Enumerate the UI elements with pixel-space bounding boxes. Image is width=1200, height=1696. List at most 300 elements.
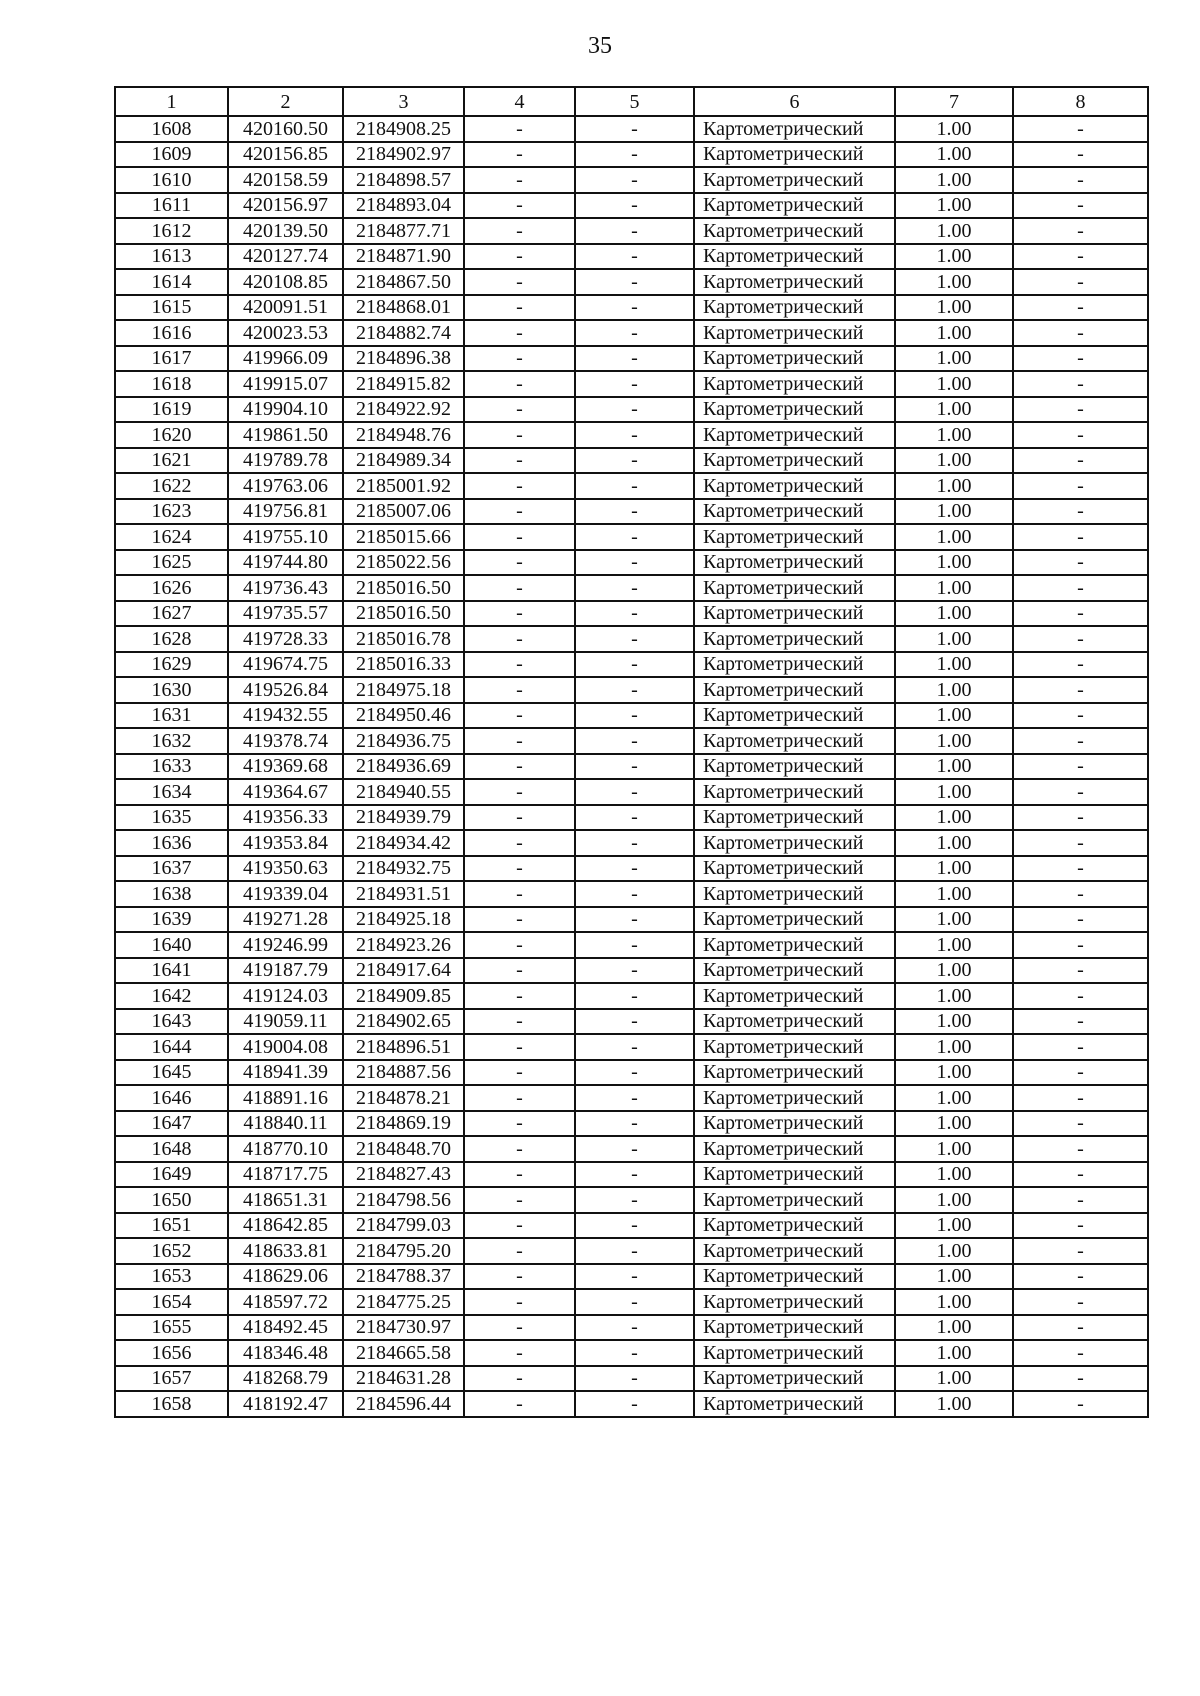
column-4-cell: -	[464, 193, 575, 219]
column-5-cell: -	[575, 1060, 694, 1086]
column-8-cell: -	[1013, 779, 1148, 805]
column-8-cell: -	[1013, 1162, 1148, 1188]
column-5-cell: -	[575, 754, 694, 780]
point-number-cell: 1629	[115, 652, 228, 678]
column-5-cell: -	[575, 703, 694, 729]
column-8-cell: -	[1013, 499, 1148, 525]
table-row	[115, 448, 1148, 474]
x-coordinate-cell: 419350.63	[228, 856, 343, 882]
column-4-cell: -	[464, 371, 575, 397]
table-row	[115, 1213, 1148, 1239]
table-row	[115, 856, 1148, 882]
method-cell: Картометрический	[694, 320, 895, 346]
method-cell: Картометрический	[694, 932, 895, 958]
column-4-cell: -	[464, 116, 575, 142]
column-8-cell: -	[1013, 1391, 1148, 1417]
x-coordinate-cell: 418633.81	[228, 1238, 343, 1264]
y-coordinate-cell: 2185007.06	[343, 499, 464, 525]
y-coordinate-cell: 2184989.34	[343, 448, 464, 474]
x-coordinate-cell: 418941.39	[228, 1060, 343, 1086]
column-8-cell: -	[1013, 269, 1148, 295]
method-cell: Картометрический	[694, 907, 895, 933]
method-cell: Картометрический	[694, 754, 895, 780]
accuracy-cell: 1.00	[895, 626, 1013, 652]
table-row	[115, 805, 1148, 831]
x-coordinate-cell: 420023.53	[228, 320, 343, 346]
column-8-cell: -	[1013, 983, 1148, 1009]
table-row	[115, 779, 1148, 805]
table-row	[115, 830, 1148, 856]
table-row	[115, 907, 1148, 933]
table-row	[115, 983, 1148, 1009]
point-number-cell: 1658	[115, 1391, 228, 1417]
method-cell: Картометрический	[694, 397, 895, 423]
table-row	[115, 371, 1148, 397]
x-coordinate-cell: 419369.68	[228, 754, 343, 780]
x-coordinate-cell: 419755.10	[228, 524, 343, 550]
column-8-cell: -	[1013, 1085, 1148, 1111]
x-coordinate-cell: 419674.75	[228, 652, 343, 678]
accuracy-cell: 1.00	[895, 575, 1013, 601]
column-8-cell: -	[1013, 728, 1148, 754]
x-coordinate-cell: 419271.28	[228, 907, 343, 933]
table-row	[115, 1366, 1148, 1392]
column-8-cell: -	[1013, 881, 1148, 907]
column-5-cell: -	[575, 269, 694, 295]
column-8-cell: -	[1013, 907, 1148, 933]
column-5-cell: -	[575, 1162, 694, 1188]
table-row	[115, 1315, 1148, 1341]
method-cell: Картометрический	[694, 830, 895, 856]
point-number-cell: 1612	[115, 218, 228, 244]
x-coordinate-cell: 419124.03	[228, 983, 343, 1009]
column-5-cell: -	[575, 626, 694, 652]
method-cell: Картометрический	[694, 601, 895, 627]
y-coordinate-cell: 2184869.19	[343, 1111, 464, 1137]
y-coordinate-cell: 2184596.44	[343, 1391, 464, 1417]
accuracy-cell: 1.00	[895, 805, 1013, 831]
y-coordinate-cell: 2184925.18	[343, 907, 464, 933]
method-cell: Картометрический	[694, 448, 895, 474]
accuracy-cell: 1.00	[895, 1315, 1013, 1341]
method-cell: Картометрический	[694, 728, 895, 754]
column-4-cell: -	[464, 167, 575, 193]
y-coordinate-cell: 2184934.42	[343, 830, 464, 856]
column-8-cell: -	[1013, 218, 1148, 244]
x-coordinate-cell: 419728.33	[228, 626, 343, 652]
coordinates-table	[114, 86, 1149, 1418]
column-8-cell: -	[1013, 1060, 1148, 1086]
column-5-cell: -	[575, 524, 694, 550]
method-cell: Картометрический	[694, 983, 895, 1009]
column-5-cell: -	[575, 1111, 694, 1137]
point-number-cell: 1624	[115, 524, 228, 550]
column-4-cell: -	[464, 805, 575, 831]
column-5-cell: -	[575, 499, 694, 525]
x-coordinate-cell: 419059.11	[228, 1009, 343, 1035]
accuracy-cell: 1.00	[895, 677, 1013, 703]
table-row	[115, 626, 1148, 652]
y-coordinate-cell: 2184665.58	[343, 1340, 464, 1366]
point-number-cell: 1630	[115, 677, 228, 703]
column-4-cell: -	[464, 244, 575, 270]
y-coordinate-cell: 2184923.26	[343, 932, 464, 958]
column-5-cell: -	[575, 1085, 694, 1111]
point-number-cell: 1621	[115, 448, 228, 474]
column-5-cell: -	[575, 1187, 694, 1213]
column-8-cell: -	[1013, 1111, 1148, 1137]
x-coordinate-cell: 419915.07	[228, 371, 343, 397]
table-row	[115, 1060, 1148, 1086]
column-8-cell: -	[1013, 1034, 1148, 1060]
y-coordinate-cell: 2185015.66	[343, 524, 464, 550]
point-number-cell: 1648	[115, 1136, 228, 1162]
x-coordinate-cell: 418346.48	[228, 1340, 343, 1366]
table-row	[115, 346, 1148, 372]
column-8-cell: -	[1013, 932, 1148, 958]
table-row	[115, 1085, 1148, 1111]
column-8-cell: -	[1013, 1366, 1148, 1392]
column-8-cell: -	[1013, 142, 1148, 168]
table-row	[115, 601, 1148, 627]
x-coordinate-cell: 418597.72	[228, 1289, 343, 1315]
point-number-cell: 1646	[115, 1085, 228, 1111]
table-row	[115, 652, 1148, 678]
point-number-cell: 1623	[115, 499, 228, 525]
method-cell: Картометрический	[694, 1391, 895, 1417]
method-cell: Картометрический	[694, 1060, 895, 1086]
method-cell: Картометрический	[694, 1034, 895, 1060]
table-row	[115, 1289, 1148, 1315]
column-8-cell: -	[1013, 473, 1148, 499]
accuracy-cell: 1.00	[895, 244, 1013, 270]
accuracy-cell: 1.00	[895, 422, 1013, 448]
column-8-cell: -	[1013, 601, 1148, 627]
table-row	[115, 728, 1148, 754]
column-4-cell: -	[464, 958, 575, 984]
point-number-cell: 1626	[115, 575, 228, 601]
table-row	[115, 1340, 1148, 1366]
point-number-cell: 1628	[115, 626, 228, 652]
point-number-cell: 1611	[115, 193, 228, 219]
y-coordinate-cell: 2184922.92	[343, 397, 464, 423]
column-header: 7	[895, 87, 1013, 116]
y-coordinate-cell: 2185016.78	[343, 626, 464, 652]
column-4-cell: -	[464, 652, 575, 678]
point-number-cell: 1610	[115, 167, 228, 193]
y-coordinate-cell: 2184730.97	[343, 1315, 464, 1341]
x-coordinate-cell: 419339.04	[228, 881, 343, 907]
accuracy-cell: 1.00	[895, 983, 1013, 1009]
method-cell: Картометрический	[694, 575, 895, 601]
column-5-cell: -	[575, 575, 694, 601]
column-4-cell: -	[464, 218, 575, 244]
column-8-cell: -	[1013, 116, 1148, 142]
point-number-cell: 1642	[115, 983, 228, 1009]
accuracy-cell: 1.00	[895, 448, 1013, 474]
column-4-cell: -	[464, 601, 575, 627]
column-5-cell: -	[575, 193, 694, 219]
column-4-cell: -	[464, 524, 575, 550]
y-coordinate-cell: 2184795.20	[343, 1238, 464, 1264]
column-4-cell: -	[464, 1340, 575, 1366]
accuracy-cell: 1.00	[895, 1366, 1013, 1392]
x-coordinate-cell: 419353.84	[228, 830, 343, 856]
point-number-cell: 1634	[115, 779, 228, 805]
y-coordinate-cell: 2184878.21	[343, 1085, 464, 1111]
accuracy-cell: 1.00	[895, 1085, 1013, 1111]
point-number-cell: 1616	[115, 320, 228, 346]
point-number-cell: 1647	[115, 1111, 228, 1137]
method-cell: Картометрический	[694, 116, 895, 142]
method-cell: Картометрический	[694, 626, 895, 652]
accuracy-cell: 1.00	[895, 907, 1013, 933]
point-number-cell: 1608	[115, 116, 228, 142]
x-coordinate-cell: 419904.10	[228, 397, 343, 423]
column-4-cell: -	[464, 1111, 575, 1137]
column-4-cell: -	[464, 473, 575, 499]
column-8-cell: -	[1013, 677, 1148, 703]
y-coordinate-cell: 2184909.85	[343, 983, 464, 1009]
accuracy-cell: 1.00	[895, 550, 1013, 576]
column-5-cell: -	[575, 1289, 694, 1315]
column-5-cell: -	[575, 422, 694, 448]
column-header: 4	[464, 87, 575, 116]
table-row	[115, 1238, 1148, 1264]
column-5-cell: -	[575, 218, 694, 244]
point-number-cell: 1649	[115, 1162, 228, 1188]
point-number-cell: 1633	[115, 754, 228, 780]
accuracy-cell: 1.00	[895, 1340, 1013, 1366]
table-row	[115, 167, 1148, 193]
method-cell: Картометрический	[694, 346, 895, 372]
accuracy-cell: 1.00	[895, 397, 1013, 423]
accuracy-cell: 1.00	[895, 295, 1013, 321]
y-coordinate-cell: 2184799.03	[343, 1213, 464, 1239]
table-row	[115, 703, 1148, 729]
column-5-cell: -	[575, 116, 694, 142]
column-4-cell: -	[464, 550, 575, 576]
method-cell: Картометрический	[694, 218, 895, 244]
y-coordinate-cell: 2185016.33	[343, 652, 464, 678]
accuracy-cell: 1.00	[895, 601, 1013, 627]
column-5-cell: -	[575, 728, 694, 754]
method-cell: Картометрический	[694, 295, 895, 321]
column-5-cell: -	[575, 856, 694, 882]
column-5-cell: -	[575, 983, 694, 1009]
point-number-cell: 1643	[115, 1009, 228, 1035]
column-4-cell: -	[464, 1238, 575, 1264]
x-coordinate-cell: 418891.16	[228, 1085, 343, 1111]
column-5-cell: -	[575, 1340, 694, 1366]
table-row	[115, 1162, 1148, 1188]
x-coordinate-cell: 419861.50	[228, 422, 343, 448]
column-8-cell: -	[1013, 1009, 1148, 1035]
x-coordinate-cell: 419364.67	[228, 779, 343, 805]
column-4-cell: -	[464, 346, 575, 372]
y-coordinate-cell: 2184902.65	[343, 1009, 464, 1035]
method-cell: Картометрический	[694, 550, 895, 576]
table-row	[115, 881, 1148, 907]
column-8-cell: -	[1013, 422, 1148, 448]
method-cell: Картометрический	[694, 958, 895, 984]
column-8-cell: -	[1013, 1264, 1148, 1290]
method-cell: Картометрический	[694, 881, 895, 907]
y-coordinate-cell: 2184908.25	[343, 116, 464, 142]
column-8-cell: -	[1013, 703, 1148, 729]
table-row	[115, 142, 1148, 168]
accuracy-cell: 1.00	[895, 856, 1013, 882]
column-4-cell: -	[464, 728, 575, 754]
method-cell: Картометрический	[694, 422, 895, 448]
accuracy-cell: 1.00	[895, 116, 1013, 142]
column-4-cell: -	[464, 626, 575, 652]
point-number-cell: 1614	[115, 269, 228, 295]
column-5-cell: -	[575, 371, 694, 397]
column-8-cell: -	[1013, 958, 1148, 984]
column-4-cell: -	[464, 677, 575, 703]
column-5-cell: -	[575, 805, 694, 831]
column-4-cell: -	[464, 1391, 575, 1417]
column-8-cell: -	[1013, 1340, 1148, 1366]
column-8-cell: -	[1013, 550, 1148, 576]
column-4-cell: -	[464, 448, 575, 474]
table-row	[115, 193, 1148, 219]
column-8-cell: -	[1013, 1136, 1148, 1162]
column-8-cell: -	[1013, 1187, 1148, 1213]
column-8-cell: -	[1013, 1315, 1148, 1341]
y-coordinate-cell: 2184896.38	[343, 346, 464, 372]
accuracy-cell: 1.00	[895, 473, 1013, 499]
y-coordinate-cell: 2185022.56	[343, 550, 464, 576]
table-row	[115, 1034, 1148, 1060]
method-cell: Картометрический	[694, 371, 895, 397]
method-cell: Картометрический	[694, 1085, 895, 1111]
x-coordinate-cell: 419789.78	[228, 448, 343, 474]
column-5-cell: -	[575, 142, 694, 168]
y-coordinate-cell: 2184915.82	[343, 371, 464, 397]
column-5-cell: -	[575, 1315, 694, 1341]
method-cell: Картометрический	[694, 1009, 895, 1035]
column-4-cell: -	[464, 1366, 575, 1392]
method-cell: Картометрический	[694, 1111, 895, 1137]
x-coordinate-cell: 419246.99	[228, 932, 343, 958]
table-row	[115, 677, 1148, 703]
column-5-cell: -	[575, 677, 694, 703]
table-row	[115, 1009, 1148, 1035]
accuracy-cell: 1.00	[895, 524, 1013, 550]
column-5-cell: -	[575, 397, 694, 423]
column-4-cell: -	[464, 295, 575, 321]
x-coordinate-cell: 420108.85	[228, 269, 343, 295]
y-coordinate-cell: 2184902.97	[343, 142, 464, 168]
column-5-cell: -	[575, 779, 694, 805]
table-row	[115, 320, 1148, 346]
column-5-cell: -	[575, 652, 694, 678]
accuracy-cell: 1.00	[895, 499, 1013, 525]
accuracy-cell: 1.00	[895, 1009, 1013, 1035]
column-8-cell: -	[1013, 754, 1148, 780]
x-coordinate-cell: 418840.11	[228, 1111, 343, 1137]
column-4-cell: -	[464, 1187, 575, 1213]
point-number-cell: 1639	[115, 907, 228, 933]
y-coordinate-cell: 2184975.18	[343, 677, 464, 703]
y-coordinate-cell: 2184848.70	[343, 1136, 464, 1162]
point-number-cell: 1617	[115, 346, 228, 372]
table-row	[115, 1264, 1148, 1290]
method-cell: Картометрический	[694, 473, 895, 499]
accuracy-cell: 1.00	[895, 218, 1013, 244]
column-4-cell: -	[464, 754, 575, 780]
y-coordinate-cell: 2184936.69	[343, 754, 464, 780]
column-8-cell: -	[1013, 295, 1148, 321]
column-4-cell: -	[464, 422, 575, 448]
y-coordinate-cell: 2184867.50	[343, 269, 464, 295]
point-number-cell: 1609	[115, 142, 228, 168]
x-coordinate-cell: 418717.75	[228, 1162, 343, 1188]
method-cell: Картометрический	[694, 167, 895, 193]
accuracy-cell: 1.00	[895, 193, 1013, 219]
table-row	[115, 269, 1148, 295]
accuracy-cell: 1.00	[895, 1289, 1013, 1315]
table-row	[115, 397, 1148, 423]
column-5-cell: -	[575, 1213, 694, 1239]
column-8-cell: -	[1013, 626, 1148, 652]
method-cell: Картометрический	[694, 142, 895, 168]
accuracy-cell: 1.00	[895, 881, 1013, 907]
table-row	[115, 218, 1148, 244]
column-8-cell: -	[1013, 320, 1148, 346]
x-coordinate-cell: 419735.57	[228, 601, 343, 627]
accuracy-cell: 1.00	[895, 1136, 1013, 1162]
table-row	[115, 116, 1148, 142]
column-8-cell: -	[1013, 397, 1148, 423]
point-number-cell: 1645	[115, 1060, 228, 1086]
accuracy-cell: 1.00	[895, 1111, 1013, 1137]
x-coordinate-cell: 420160.50	[228, 116, 343, 142]
table-row	[115, 754, 1148, 780]
point-number-cell: 1638	[115, 881, 228, 907]
column-4-cell: -	[464, 1315, 575, 1341]
y-coordinate-cell: 2184775.25	[343, 1289, 464, 1315]
y-coordinate-cell: 2184950.46	[343, 703, 464, 729]
x-coordinate-cell: 420156.85	[228, 142, 343, 168]
point-number-cell: 1651	[115, 1213, 228, 1239]
column-4-cell: -	[464, 703, 575, 729]
method-cell: Картометрический	[694, 244, 895, 270]
x-coordinate-cell: 420158.59	[228, 167, 343, 193]
y-coordinate-cell: 2184917.64	[343, 958, 464, 984]
y-coordinate-cell: 2184936.75	[343, 728, 464, 754]
column-5-cell: -	[575, 601, 694, 627]
x-coordinate-cell: 419004.08	[228, 1034, 343, 1060]
point-number-cell: 1657	[115, 1366, 228, 1392]
column-8-cell: -	[1013, 1289, 1148, 1315]
point-number-cell: 1618	[115, 371, 228, 397]
column-4-cell: -	[464, 830, 575, 856]
method-cell: Картометрический	[694, 1366, 895, 1392]
y-coordinate-cell: 2184939.79	[343, 805, 464, 831]
y-coordinate-cell: 2184882.74	[343, 320, 464, 346]
column-5-cell: -	[575, 907, 694, 933]
x-coordinate-cell: 420091.51	[228, 295, 343, 321]
column-4-cell: -	[464, 142, 575, 168]
table-row	[115, 1111, 1148, 1137]
accuracy-cell: 1.00	[895, 932, 1013, 958]
point-number-cell: 1650	[115, 1187, 228, 1213]
column-5-cell: -	[575, 1034, 694, 1060]
method-cell: Картометрический	[694, 1136, 895, 1162]
